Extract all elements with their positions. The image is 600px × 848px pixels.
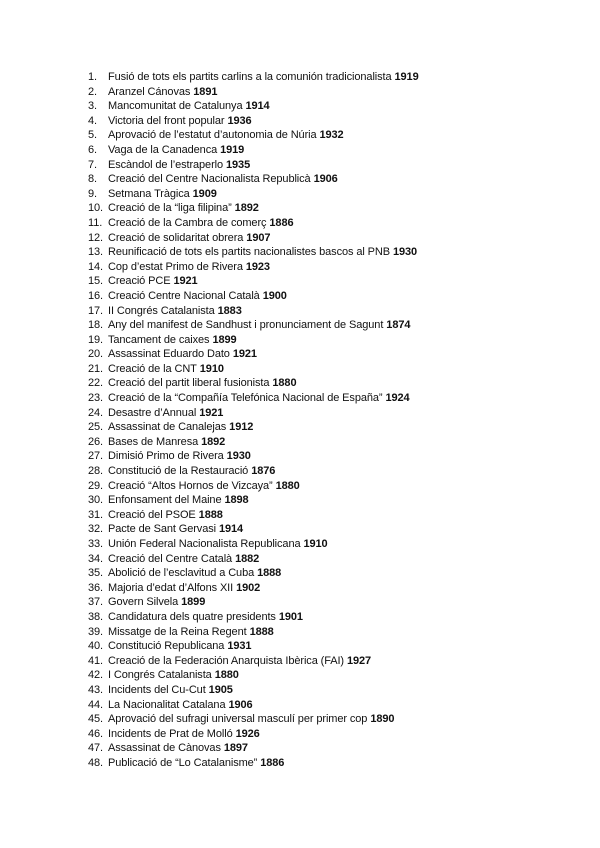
item-year: 1899 (181, 596, 206, 609)
list-item (88, 333, 419, 348)
item-number: 35. (88, 567, 103, 580)
item-year: 1931 (227, 640, 252, 653)
item-number: 34. (88, 552, 103, 565)
item-year: 1910 (199, 362, 224, 375)
list-item (88, 566, 419, 581)
list-item (88, 508, 419, 523)
item-year: 1888 (249, 625, 274, 638)
list-item (88, 289, 419, 304)
item-event-text: Aranzel Cánovas (108, 85, 191, 98)
item-event-text: Creació del Centre Nacionalista Republicà (108, 173, 311, 186)
item-event-text: Creació de la CNT (108, 362, 197, 375)
item-number: 28. (88, 465, 103, 478)
item-year: 1914 (218, 523, 244, 536)
item-event-text: Bases de Manresa (108, 435, 199, 448)
item-event-text: Creació Centre Nacional Català (108, 289, 260, 302)
list-item (88, 304, 419, 319)
item-number: 18. (88, 319, 103, 332)
item-event-text: Incidents de Prat de Molló (108, 727, 233, 740)
item-year: 1888 (198, 508, 223, 521)
item-event-text: I Congrés Catalanista (108, 669, 212, 682)
item-number: 37. (88, 596, 103, 609)
item-number: 21. (88, 362, 103, 375)
item-number: 14. (88, 260, 103, 273)
item-event-text: Pacte de Sant Gervasi (108, 523, 216, 536)
item-year: 1905 (208, 683, 233, 696)
item-event-text: Creació del PSOE (108, 508, 196, 521)
list-item (88, 493, 419, 508)
item-number: 10. (88, 202, 103, 215)
item-year: 1919 (220, 143, 245, 156)
item-event-text: Creació de la Cambra de comerç (108, 216, 267, 229)
list-item (88, 420, 419, 435)
item-year: 1927 (347, 654, 372, 667)
item-year: 1880 (275, 479, 300, 492)
item-event-text: Constitució de la Restauració (108, 465, 249, 478)
item-number: 11. (88, 216, 103, 229)
item-event-text: Assassinat de Cànovas (108, 742, 221, 755)
item-number: 1. (88, 71, 97, 83)
item-event-text: Escàndol de l’estraperlo (108, 158, 224, 171)
item-year: 1930 (392, 246, 418, 259)
item-year: 1882 (235, 552, 260, 565)
item-event-text: Candidatura dels quatre presidents (108, 610, 276, 623)
item-number: 44. (88, 698, 103, 711)
item-number: 36. (88, 581, 103, 594)
item-year: 1892 (234, 202, 259, 215)
item-number: 45. (88, 713, 103, 726)
list-item (88, 522, 419, 537)
item-event-text: Creació del Centre Català (108, 552, 233, 565)
item-year: 1919 (394, 71, 419, 83)
item-number: 42. (88, 669, 103, 682)
list-item (88, 683, 419, 698)
item-event-text: Any del manifest de Sandhust i pronunciament de Sagunt (108, 319, 384, 332)
item-year: 1898 (224, 494, 249, 507)
item-number: 8. (88, 173, 97, 186)
item-event-text: Assassinat de Canalejas (108, 421, 227, 434)
item-year: 1936 (227, 114, 252, 127)
item-number: 27. (88, 450, 103, 463)
item-event-text: Creació del partit liberal fusionista (108, 377, 270, 390)
item-event-text: Incidents del Cu-Cut (108, 683, 206, 696)
item-year: 1874 (386, 319, 411, 332)
item-number: 43. (88, 683, 103, 696)
item-number: 3. (88, 100, 97, 113)
item-year: 1926 (235, 727, 260, 740)
item-number: 2. (88, 85, 97, 98)
item-event-text: Publicació de “Lo Catalanisme” (108, 756, 258, 769)
list-item (88, 449, 419, 464)
item-event-text: Aprovació del sufragi universal masculí per primer cop (108, 713, 368, 726)
item-event-text: Mancomunitat de Catalunya (108, 100, 243, 113)
list-item (88, 172, 419, 187)
item-year: 1897 (223, 742, 248, 755)
item-event-text: Reunificació de tots els partits nacionalistes bascos al PNB (108, 246, 390, 259)
item-event-text: Dimisió Primo de Rivera (108, 450, 224, 463)
item-number: 17. (88, 304, 103, 317)
item-number: 29. (88, 479, 103, 492)
item-event-text: Tancament de caixes (108, 333, 210, 346)
list-item (88, 756, 419, 771)
item-number: 32. (88, 523, 103, 536)
item-number: 46. (88, 727, 103, 740)
item-number: 25. (88, 421, 103, 434)
item-number: 6. (88, 143, 97, 156)
item-number: 20. (88, 348, 103, 361)
item-number: 48. (88, 756, 103, 769)
item-event-text: Vaga de la Canadenca (108, 143, 218, 156)
list-item (88, 128, 419, 143)
list-item (88, 406, 419, 421)
list-item (88, 727, 419, 742)
item-number: 23. (88, 392, 103, 405)
list-item (88, 639, 419, 654)
list-item (88, 391, 419, 406)
item-event-text: Assassinat Eduardo Dato (108, 348, 230, 361)
item-number: 38. (88, 610, 103, 623)
list-item (88, 435, 419, 450)
list-item (88, 376, 419, 391)
item-number: 7. (88, 158, 97, 171)
events-list (88, 70, 419, 771)
item-year: 1906 (313, 173, 338, 186)
list-item (88, 610, 419, 625)
list-item (88, 347, 419, 362)
item-year: 1921 (199, 406, 224, 419)
item-year: 1924 (385, 392, 410, 405)
item-year: 1892 (201, 435, 226, 448)
list-item (88, 537, 419, 552)
item-event-text: Missatge de la Reina Regent (108, 625, 247, 638)
item-year: 1876 (251, 465, 276, 478)
item-event-text: Abolició de l’esclavitud a Cuba (108, 567, 255, 580)
item-number: 5. (88, 129, 97, 142)
list-item (88, 552, 419, 567)
item-year: 1900 (262, 289, 287, 302)
item-number: 39. (88, 625, 103, 638)
list-item (88, 70, 419, 85)
item-year: 1912 (229, 421, 254, 434)
item-event-text: Enfonsament del Maine (108, 494, 222, 507)
item-event-text: Desastre d’Annual (108, 406, 197, 419)
item-number: 40. (88, 640, 103, 653)
list-item (88, 581, 419, 596)
item-year: 1921 (173, 275, 198, 288)
item-number: 16. (88, 289, 103, 302)
item-year: 1932 (319, 129, 344, 142)
item-year: 1883 (217, 304, 242, 317)
list-item (88, 464, 419, 479)
item-event-text: Creació “Altos Hornos de Vizcaya” (108, 479, 273, 492)
item-number: 19. (88, 333, 103, 346)
item-event-text: La Nacionalitat Catalana (108, 698, 226, 711)
item-year: 1910 (303, 538, 328, 550)
list-item (88, 362, 419, 377)
list-item (88, 245, 419, 260)
list-item (88, 274, 419, 289)
item-event-text: Unión Federal Nacionalista Republicana (108, 538, 301, 550)
list-item (88, 479, 419, 494)
item-event-text: II Congrés Catalanista (108, 304, 215, 317)
list-item (88, 201, 419, 216)
item-year: 1907 (246, 231, 271, 244)
list-item (88, 698, 419, 713)
item-number: 15. (88, 275, 103, 288)
item-event-text: Creació de la “Compañía Telefónica Nacional de España” (108, 392, 383, 405)
list-item (88, 85, 419, 100)
item-year: 1901 (278, 610, 303, 623)
item-number: 9. (88, 187, 97, 200)
item-event-text: Creació de la “liga filipina” (108, 202, 232, 215)
list-item (88, 158, 419, 173)
item-event-text: Govern Silvela (108, 596, 179, 609)
item-year: 1886 (260, 756, 285, 769)
list-item (88, 625, 419, 640)
item-year: 1921 (232, 348, 257, 361)
item-year: 1899 (212, 333, 237, 346)
item-number: 22. (88, 377, 103, 390)
item-event-text: Fusió de tots els partits carlins a la comunión tradicionalista (108, 71, 392, 83)
item-year: 1880 (214, 669, 239, 682)
item-number: 30. (88, 494, 103, 507)
list-item (88, 318, 419, 333)
item-number: 24. (88, 406, 103, 419)
item-event-text: Creació de la Federación Anarquista Ibèrica (FAI) (108, 654, 344, 667)
item-number: 31. (88, 508, 103, 521)
item-event-text: Cop d’estat Primo de Rivera (108, 260, 243, 273)
list-item (88, 231, 419, 246)
item-number: 33. (88, 538, 103, 550)
item-number: 26. (88, 435, 103, 448)
item-year: 1888 (257, 567, 282, 580)
item-year: 1935 (226, 158, 251, 171)
item-year: 1880 (272, 377, 297, 390)
item-year: 1906 (228, 698, 253, 711)
list-item (88, 741, 419, 756)
item-year: 1886 (269, 216, 294, 229)
item-event-text: Creació de solidaritat obrera (108, 231, 244, 244)
item-event-text: Victoria del front popular (108, 114, 225, 127)
item-year: 1923 (245, 260, 270, 273)
list-item (88, 143, 419, 158)
item-event-text: Constitució Republicana (108, 640, 225, 653)
list-item (88, 595, 419, 610)
item-event-text: Creació PCE (108, 275, 171, 288)
list-item (88, 712, 419, 727)
list-item (88, 99, 419, 114)
item-event-text: Aprovació de l’estatut d’autonomia de Núria (108, 129, 317, 142)
item-number: 13. (88, 246, 103, 259)
item-year: 1891 (193, 85, 218, 98)
item-number: 41. (88, 654, 103, 667)
item-event-text: Setmana Tràgica (108, 187, 190, 200)
item-year: 1909 (192, 187, 217, 200)
list-item (88, 187, 419, 202)
item-year: 1914 (245, 100, 270, 113)
item-number: 12. (88, 231, 103, 244)
list-item (88, 260, 419, 275)
item-year: 1890 (370, 713, 395, 726)
item-number: 47. (88, 742, 103, 755)
item-number: 4. (88, 114, 97, 127)
list-item (88, 216, 419, 231)
item-event-text: Majoria d’edat d’Alfons XII (108, 581, 234, 594)
item-year: 1930 (226, 450, 251, 463)
item-year: 1902 (236, 581, 261, 594)
list-item (88, 114, 419, 129)
list-item (88, 654, 419, 669)
list-item (88, 668, 419, 683)
